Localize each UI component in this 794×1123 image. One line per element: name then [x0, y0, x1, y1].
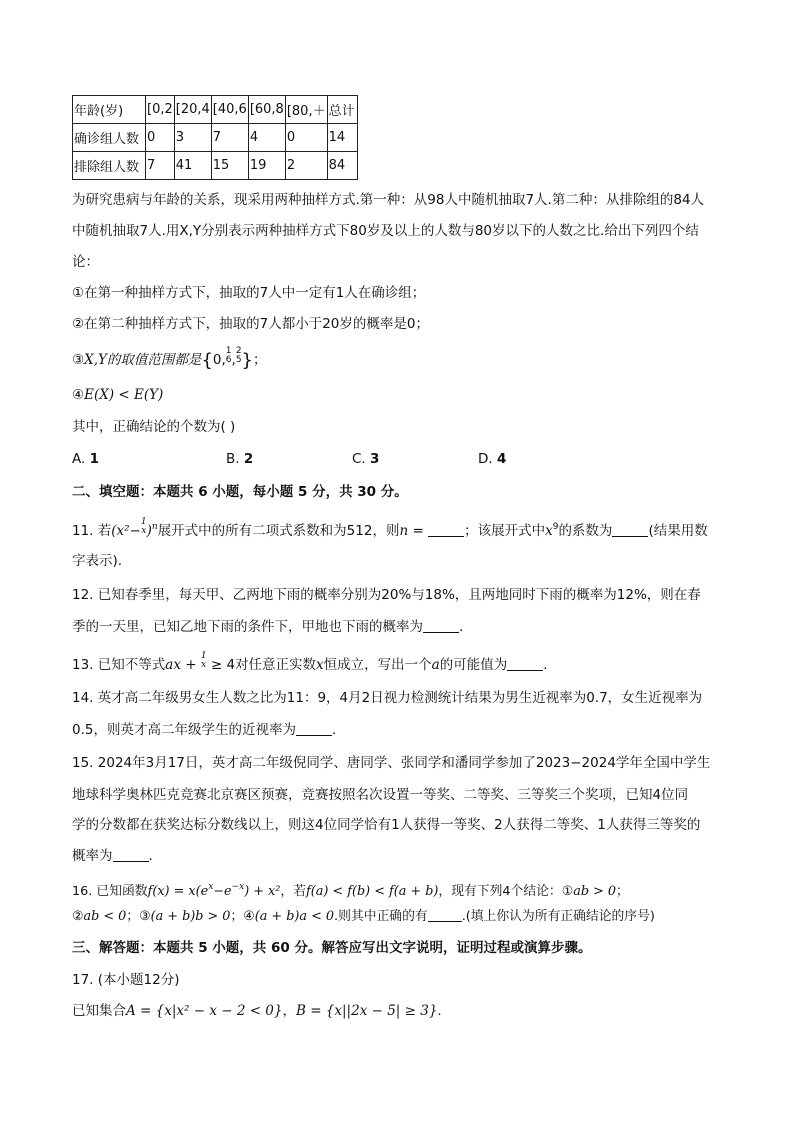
section-heading-fill-in: 二、填空题：本题共 6 小题，每小题 5 分，共 30 分。 [72, 484, 408, 500]
table-cell: 7 [146, 152, 175, 180]
table-row [73, 124, 358, 152]
q15-line-4: 概率为 . [72, 848, 153, 864]
circled-1: ① [72, 285, 85, 301]
q16-line-1: 16. 已知函数$f(x) = x(e^x-e^{-x}) + x^2$，若f(a) < f(b) < f(a + b)，现有下列4个结论：①ab > 0； [72, 882, 629, 899]
section-heading-solutions: 三、解答题：本题共 5 小题，共 60 分。解答应写出文字说明，证明过程或演算步骤。 [72, 940, 592, 956]
circled-3: ③ [72, 352, 85, 368]
q14-line-2: 0.5，则英才高二年级学生的近视率为 . [72, 722, 337, 738]
fraction: 1 6 [225, 346, 232, 365]
q13-line: 13. 已知不等式ax + 1 x ≥ 4对任意正实数x恒成立，写出一个a的可能值为 . [72, 651, 548, 673]
fraction: 1 x [200, 651, 207, 670]
table-cell: 84 [327, 152, 357, 180]
q12-line-2: 季的一天里，已知乙地下雨的条件下，甲地也下雨的概率为 . [72, 619, 464, 635]
option-b[interactable]: B. 2 [226, 451, 254, 467]
q10-statement-1: ①在第一种抽样方式下，抽取的7人中一定有1人在确诊组； [72, 285, 426, 301]
table-cell: [60,8 [248, 96, 285, 124]
table-row [73, 152, 358, 180]
table-cell: 总计 [327, 96, 357, 124]
answer-blank[interactable] [423, 618, 459, 633]
table-cell: [80,＋ [285, 96, 327, 124]
answer-blank[interactable] [428, 907, 462, 922]
table-cell: 2 [285, 152, 327, 180]
q10-intro-2: 中随机抽取7人.用X,Y分别表示两种抽样方式下80岁及以上的人数与80岁以下的人数之比.给出下列四个结 [72, 223, 699, 239]
q12-line-1: 12. 已知春季里，每天甲、乙两地下雨的概率分别为20%与18%，且两地同时下雨的概率为12%，则在春 [72, 587, 701, 603]
table-cell: 19 [248, 152, 285, 180]
table-cell: 确诊组人数 [73, 124, 146, 152]
circled-4: ④ [72, 387, 85, 403]
option-a[interactable]: A. 1 [72, 451, 99, 467]
fraction: 2 5 [235, 346, 242, 365]
fraction: 1 x [140, 517, 147, 536]
table-cell: 14 [327, 124, 357, 152]
q17-heading: 17. (本小题12分) [72, 972, 180, 988]
table-header-row [73, 96, 358, 124]
q11-line-1: 11. 若(x²− 1 x )$^n$展开式中的所有二项式系数和为512，则n = ；该展开式中$x^9$的系数为 (结果用数 [72, 517, 708, 539]
q10-statement-3: ③X,Y的取值范围都是{0, 1 6 , 2 5 }； [72, 346, 267, 371]
q10-intro-3: 论： [72, 254, 99, 270]
table-cell: 7 [211, 124, 248, 152]
q10-statement-2: ②在第二种抽样方式下，抽取的7人都小于20岁的概率是0； [72, 316, 429, 332]
answer-blank[interactable] [296, 721, 332, 736]
table-cell: [20,4 [174, 96, 211, 124]
q17-line: 已知集合A = {x|x² − x − 2 < 0}，B = {x||2x − 5| ≥ 3}. [72, 1003, 442, 1019]
option-c[interactable]: C. 3 [352, 451, 380, 467]
q15-line-2: 地球科学奥林匹克竞赛北京赛区预赛，竞赛按照名次设置一等奖、二等奖、三等奖三个奖项，已知4位同 [72, 787, 689, 803]
option-d[interactable]: D. 4 [478, 451, 507, 467]
q16-line-2: ②ab < 0；③(a + b)b > 0；④(a + b)a < 0.则其中正确的有 .(填上你认为所有正确结论的序号) [72, 909, 655, 924]
q14-line-1: 14. 英才高二年级男女生人数之比为11：9，4月2日视力检测统计结果为男生近视率为0.7，女生近视率为 [72, 690, 703, 706]
q15-line-1: 15. 2024年3月17日，英才高二年级倪同学、唐同学、张同学和潘同学参加了2023−2024学年全国中学生 [72, 755, 711, 771]
q15-line-3: 学的分数都在获奖达标分数线以上，则这4位同学恰有1人获得一等奖、2人获得二等奖、1人获得三等奖的 [72, 817, 701, 833]
answer-blank[interactable] [507, 656, 543, 671]
answer-blank[interactable] [113, 847, 149, 862]
answer-blank[interactable] [612, 522, 648, 537]
table-cell: [0,2 [146, 96, 175, 124]
table-cell: 41 [174, 152, 211, 180]
circled-2: ② [72, 316, 85, 332]
table-cell: 3 [174, 124, 211, 152]
table-cell: 15 [211, 152, 248, 180]
table-cell: 年龄(岁) [73, 96, 146, 124]
table-cell: 0 [285, 124, 327, 152]
table-cell: [40,6 [211, 96, 248, 124]
age-table [72, 95, 358, 180]
q10-intro-1: 为研究患病与年龄的关系，现采用两种抽样方式.第一种：从98人中随机抽取7人.第二种：从排除组的84人 [72, 192, 705, 208]
q10-question: 其中，正确结论的个数为( ) [72, 419, 236, 435]
table-cell: 0 [146, 124, 175, 152]
table-cell: 排除组人数 [73, 152, 146, 180]
q10-statement-4: ④E(X) < E(Y) [72, 387, 164, 403]
q11-line-2: 字表示). [72, 553, 123, 569]
answer-blank[interactable] [428, 522, 464, 537]
table-cell: 4 [248, 124, 285, 152]
